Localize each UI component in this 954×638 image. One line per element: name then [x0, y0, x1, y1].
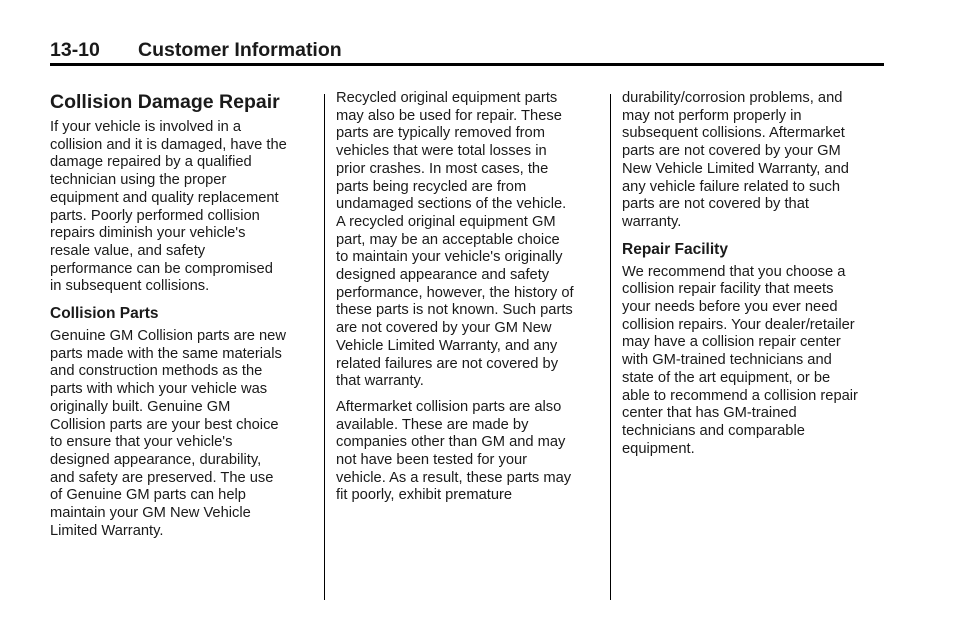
text-line: may have a collision repair center	[622, 334, 841, 351]
text-line: vehicles that were total losses in	[336, 143, 547, 160]
recycled-parts-paragraph	[336, 90, 602, 391]
text-line: parts. Poorly performed collision	[50, 207, 260, 224]
text-line: designed appearance and safety	[336, 267, 550, 284]
text-line: to maintain your vehicle's originally	[336, 249, 563, 266]
text-line: performance can be compromised	[50, 260, 273, 277]
text-line: A recycled original equipment GM	[336, 213, 556, 230]
text-line: may not perform properly in	[622, 107, 802, 124]
text-line: may also be used for repair. These	[336, 107, 562, 124]
text-line: available. These are made by	[336, 416, 529, 433]
repair-facility-paragraph	[622, 264, 888, 459]
page-title: Collision Damage Repair	[50, 91, 280, 113]
text-line: Genuine GM Collision parts are new	[50, 328, 286, 345]
text-line: Aftermarket collision parts are also	[336, 398, 562, 415]
text-line: any vehicle failure related to such	[622, 178, 840, 195]
text-line: damage repaired by a qualified	[50, 154, 252, 171]
text-line: fit poorly, exhibit premature	[336, 487, 513, 504]
text-line: able to recommend a collision repair	[622, 387, 858, 404]
text-line: technician using the proper	[50, 172, 227, 189]
repair-facility-heading: Repair Facility	[622, 240, 728, 258]
text-line: in subsequent collisions.	[50, 278, 210, 295]
text-line: center that has GM-trained	[622, 405, 797, 422]
text-line: are not covered by your GM New	[336, 320, 552, 337]
text-line: not have been tested for your	[336, 452, 528, 469]
text-line: repairs diminish your vehicle's	[50, 225, 246, 242]
text-line: that warranty.	[336, 373, 424, 390]
aftermarket-continued-paragraph	[622, 90, 888, 232]
section-title: Customer Information	[138, 39, 342, 61]
text-line: warranty.	[622, 213, 682, 230]
text-line: and construction methods as the	[50, 363, 263, 380]
text-line: collision repairs. Your dealer/retailer	[622, 316, 855, 333]
text-line: parts are typically removed from	[336, 125, 545, 142]
text-line: part, may be an acceptable choice	[336, 231, 560, 248]
text-line: collision repair facility that meets	[622, 281, 834, 298]
text-line: equipment and quality replacement	[50, 189, 279, 206]
column-divider-1	[324, 94, 325, 600]
text-line: with GM-trained technicians and	[622, 352, 832, 369]
text-line: parts are not covered by your GM	[622, 143, 841, 160]
text-line: technicians and comparable	[622, 422, 805, 439]
text-line: resale value, and safety	[50, 242, 206, 259]
text-line: designed appearance, durability,	[50, 451, 262, 468]
text-line: parts are not covered by that	[622, 196, 809, 213]
text-line: We recommend that you choose a	[622, 263, 846, 280]
text-line: parts with which your vehicle was	[50, 381, 268, 398]
column-divider-2	[610, 94, 611, 600]
aftermarket-parts-paragraph	[336, 399, 602, 505]
intro-paragraph	[50, 119, 316, 296]
text-line: If your vehicle is involved in a	[50, 119, 242, 135]
column-1	[50, 90, 316, 548]
text-line: Recycled original equipment parts	[336, 90, 558, 106]
text-line: Limited Warranty.	[50, 522, 164, 539]
collision-parts-heading: Collision Parts	[50, 305, 159, 323]
text-line: equipment.	[622, 440, 695, 457]
text-line: undamaged sections of the vehicle.	[336, 196, 567, 213]
text-line: to ensure that your vehicle's	[50, 434, 233, 451]
text-line: New Vehicle Limited Warranty, and	[622, 160, 849, 177]
column-2	[336, 90, 602, 513]
text-line: originally built. Genuine GM	[50, 398, 231, 415]
text-line: companies other than GM and may	[336, 434, 566, 451]
text-line: vehicle. As a result, these parts may	[336, 469, 572, 486]
text-line: parts made with the same materials	[50, 345, 282, 362]
text-line: subsequent collisions. Aftermarket	[622, 125, 845, 142]
text-line: state of the art equipment, or be	[622, 369, 831, 386]
page-header	[50, 38, 884, 64]
text-line: durability/corrosion problems, and	[622, 90, 843, 106]
collision-parts-paragraph	[50, 328, 316, 540]
text-line: these parts is not known. Such parts	[336, 302, 573, 319]
text-line: your needs before you ever need	[622, 299, 838, 316]
page-number: 13-10	[50, 39, 100, 61]
text-line: and safety are preserved. The use	[50, 469, 274, 486]
text-line: of Genuine GM parts can help	[50, 487, 246, 504]
header-rule	[50, 63, 884, 66]
text-line: performance, however, the history of	[336, 284, 574, 301]
text-line: maintain your GM New Vehicle	[50, 505, 251, 522]
text-line: Collision parts are your best choice	[50, 416, 279, 433]
text-line: collision and it is damaged, have the	[50, 136, 287, 153]
column-3	[622, 90, 888, 466]
text-line: parts being recycled are from	[336, 178, 527, 195]
text-line: prior crashes. In most cases, the	[336, 160, 549, 177]
text-line: related failures are not covered by	[336, 355, 559, 372]
text-line: Vehicle Limited Warranty, and any	[336, 337, 558, 354]
